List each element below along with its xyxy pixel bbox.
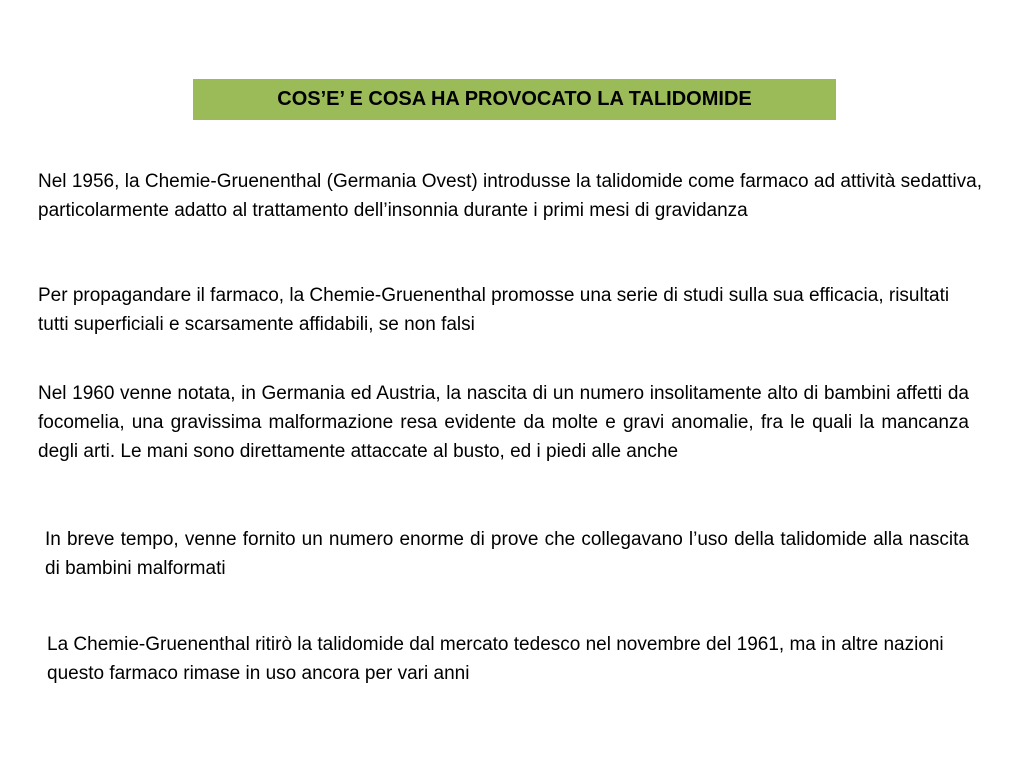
paragraph-promotion: Per propagandare il farmaco, la Chemie-Gruenenthal promosse una serie di studi sulla sua efficacia, risultati tutti superficiali e scarsamente affidabili, se non falsi xyxy=(38,285,950,335)
paragraph-focomelia: Nel 1960 venne notata, in Germania ed Austria, la nascita di un numero insolitamente alto di bambini affetti da focomelia, una gravissima malformazione resa evidente da molte e gravi anomalie, fra le quali la mancanza degli arti. Le mani sono direttamente attaccate al busto, ed i piedi alle anche xyxy=(38,383,969,462)
paragraph-withdrawal: La Chemie-Gruenenthal ritirò la talidomide dal mercato tedesco nel novembre del 1961, ma in altre nazioni questo farmaco rimase in uso ancora per vari anni xyxy=(47,634,944,684)
slide-title-text: COS’E’ E COSA HA PROVOCATO LA TALIDOMIDE xyxy=(277,88,752,110)
paragraph-evidence: In breve tempo, venne fornito un numero enorme di prove che collegavano l’uso della talidomide alla nascita di bambini malformati xyxy=(45,529,969,579)
slide-title xyxy=(193,79,836,120)
paragraph-introduction: Nel 1956, la Chemie-Gruenenthal (Germania Ovest) introdusse la talidomide come farmaco ad attività sedattiva, particolarmente adatto al trattamento dell’insonnia durante i primi mesi di gravidanza xyxy=(38,171,982,221)
